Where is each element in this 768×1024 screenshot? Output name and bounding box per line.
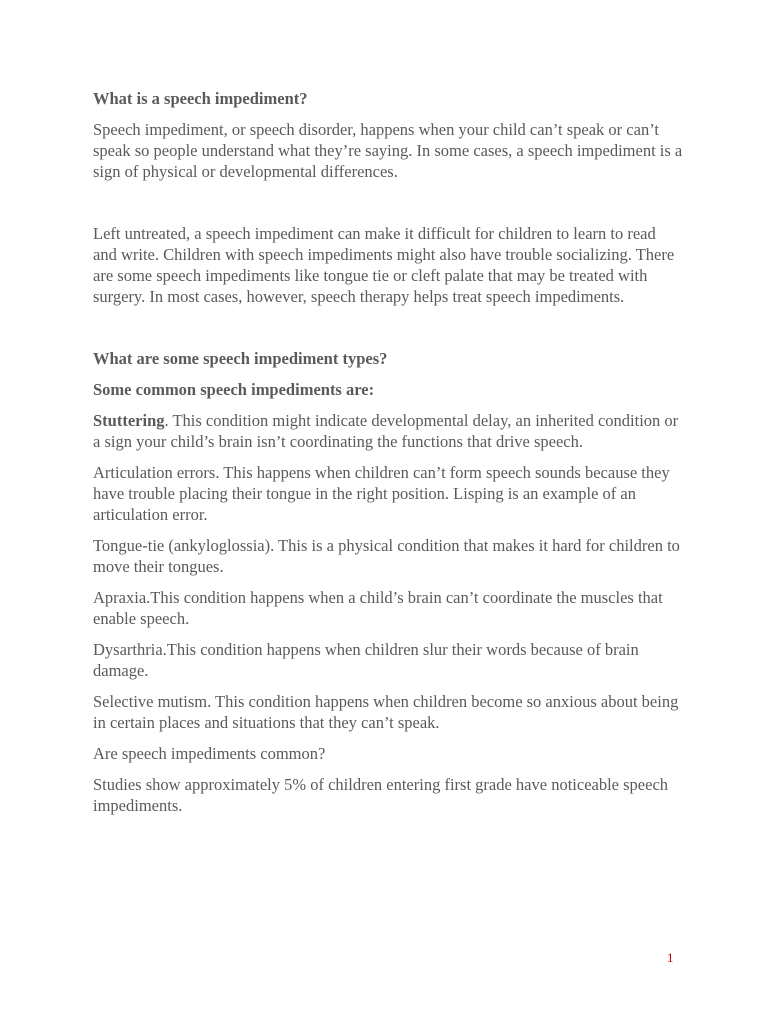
paragraph-apraxia: Apraxia.This condition happens when a child’s brain can’t coordinate the muscles that enable speech. xyxy=(93,588,663,628)
paragraph-stuttering xyxy=(93,410,683,452)
paragraph-spacer xyxy=(93,192,683,223)
paragraph-spacer xyxy=(93,317,683,348)
paragraph-dysarthria: Dysarthria.This condition happens when children slur their words because of brain damage. xyxy=(93,640,639,680)
paragraph-selective-mutism: Selective mutism. This condition happens when children become so anxious about being in certain places and situations that they can’t speak. xyxy=(93,692,679,732)
paragraph-tongue-tie: Tongue-tie (ankyloglossia). This is a physical condition that makes it hard for children to move their tongues. xyxy=(93,536,680,576)
paragraph-studies: Studies show approximately 5% of children entering first grade have noticeable speech impediments. xyxy=(93,775,669,815)
heading-types: What are some speech impediment types? xyxy=(93,349,388,368)
stuttering-description: . This condition might indicate developmental delay, an inherited condition or a sign your child’s brain isn’t coordinating the functions that drive speech. xyxy=(93,411,679,451)
paragraph-articulation: Articulation errors. This happens when children can’t form speech sounds because they have trouble placing their tongue in the right position. Lisping is an example of an articulation error. xyxy=(93,463,670,524)
heading-common-list: Some common speech impediments are: xyxy=(93,380,375,399)
document-page xyxy=(93,88,683,826)
heading-what-is: What is a speech impediment? xyxy=(93,89,308,108)
page-number: 1 xyxy=(667,950,674,965)
paragraph-question-common: Are speech impediments common? xyxy=(93,744,326,763)
term-stuttering: Stuttering xyxy=(93,411,165,430)
paragraph-untreated: Left untreated, a speech impediment can make it difficult for children to learn to read and write. Children with speech impediments might also have trouble socializing. There are some speech impediments like tongue tie or cleft palate that may be treated with surgery. In most cases, however, speech therapy helps treat speech impediments. xyxy=(93,224,675,306)
paragraph-definition: Speech impediment, or speech disorder, happens when your child can’t speak or can’t speak so people understand what they’re saying. In some cases, a speech impediment is a sign of physical or developmental differences. xyxy=(93,120,683,181)
